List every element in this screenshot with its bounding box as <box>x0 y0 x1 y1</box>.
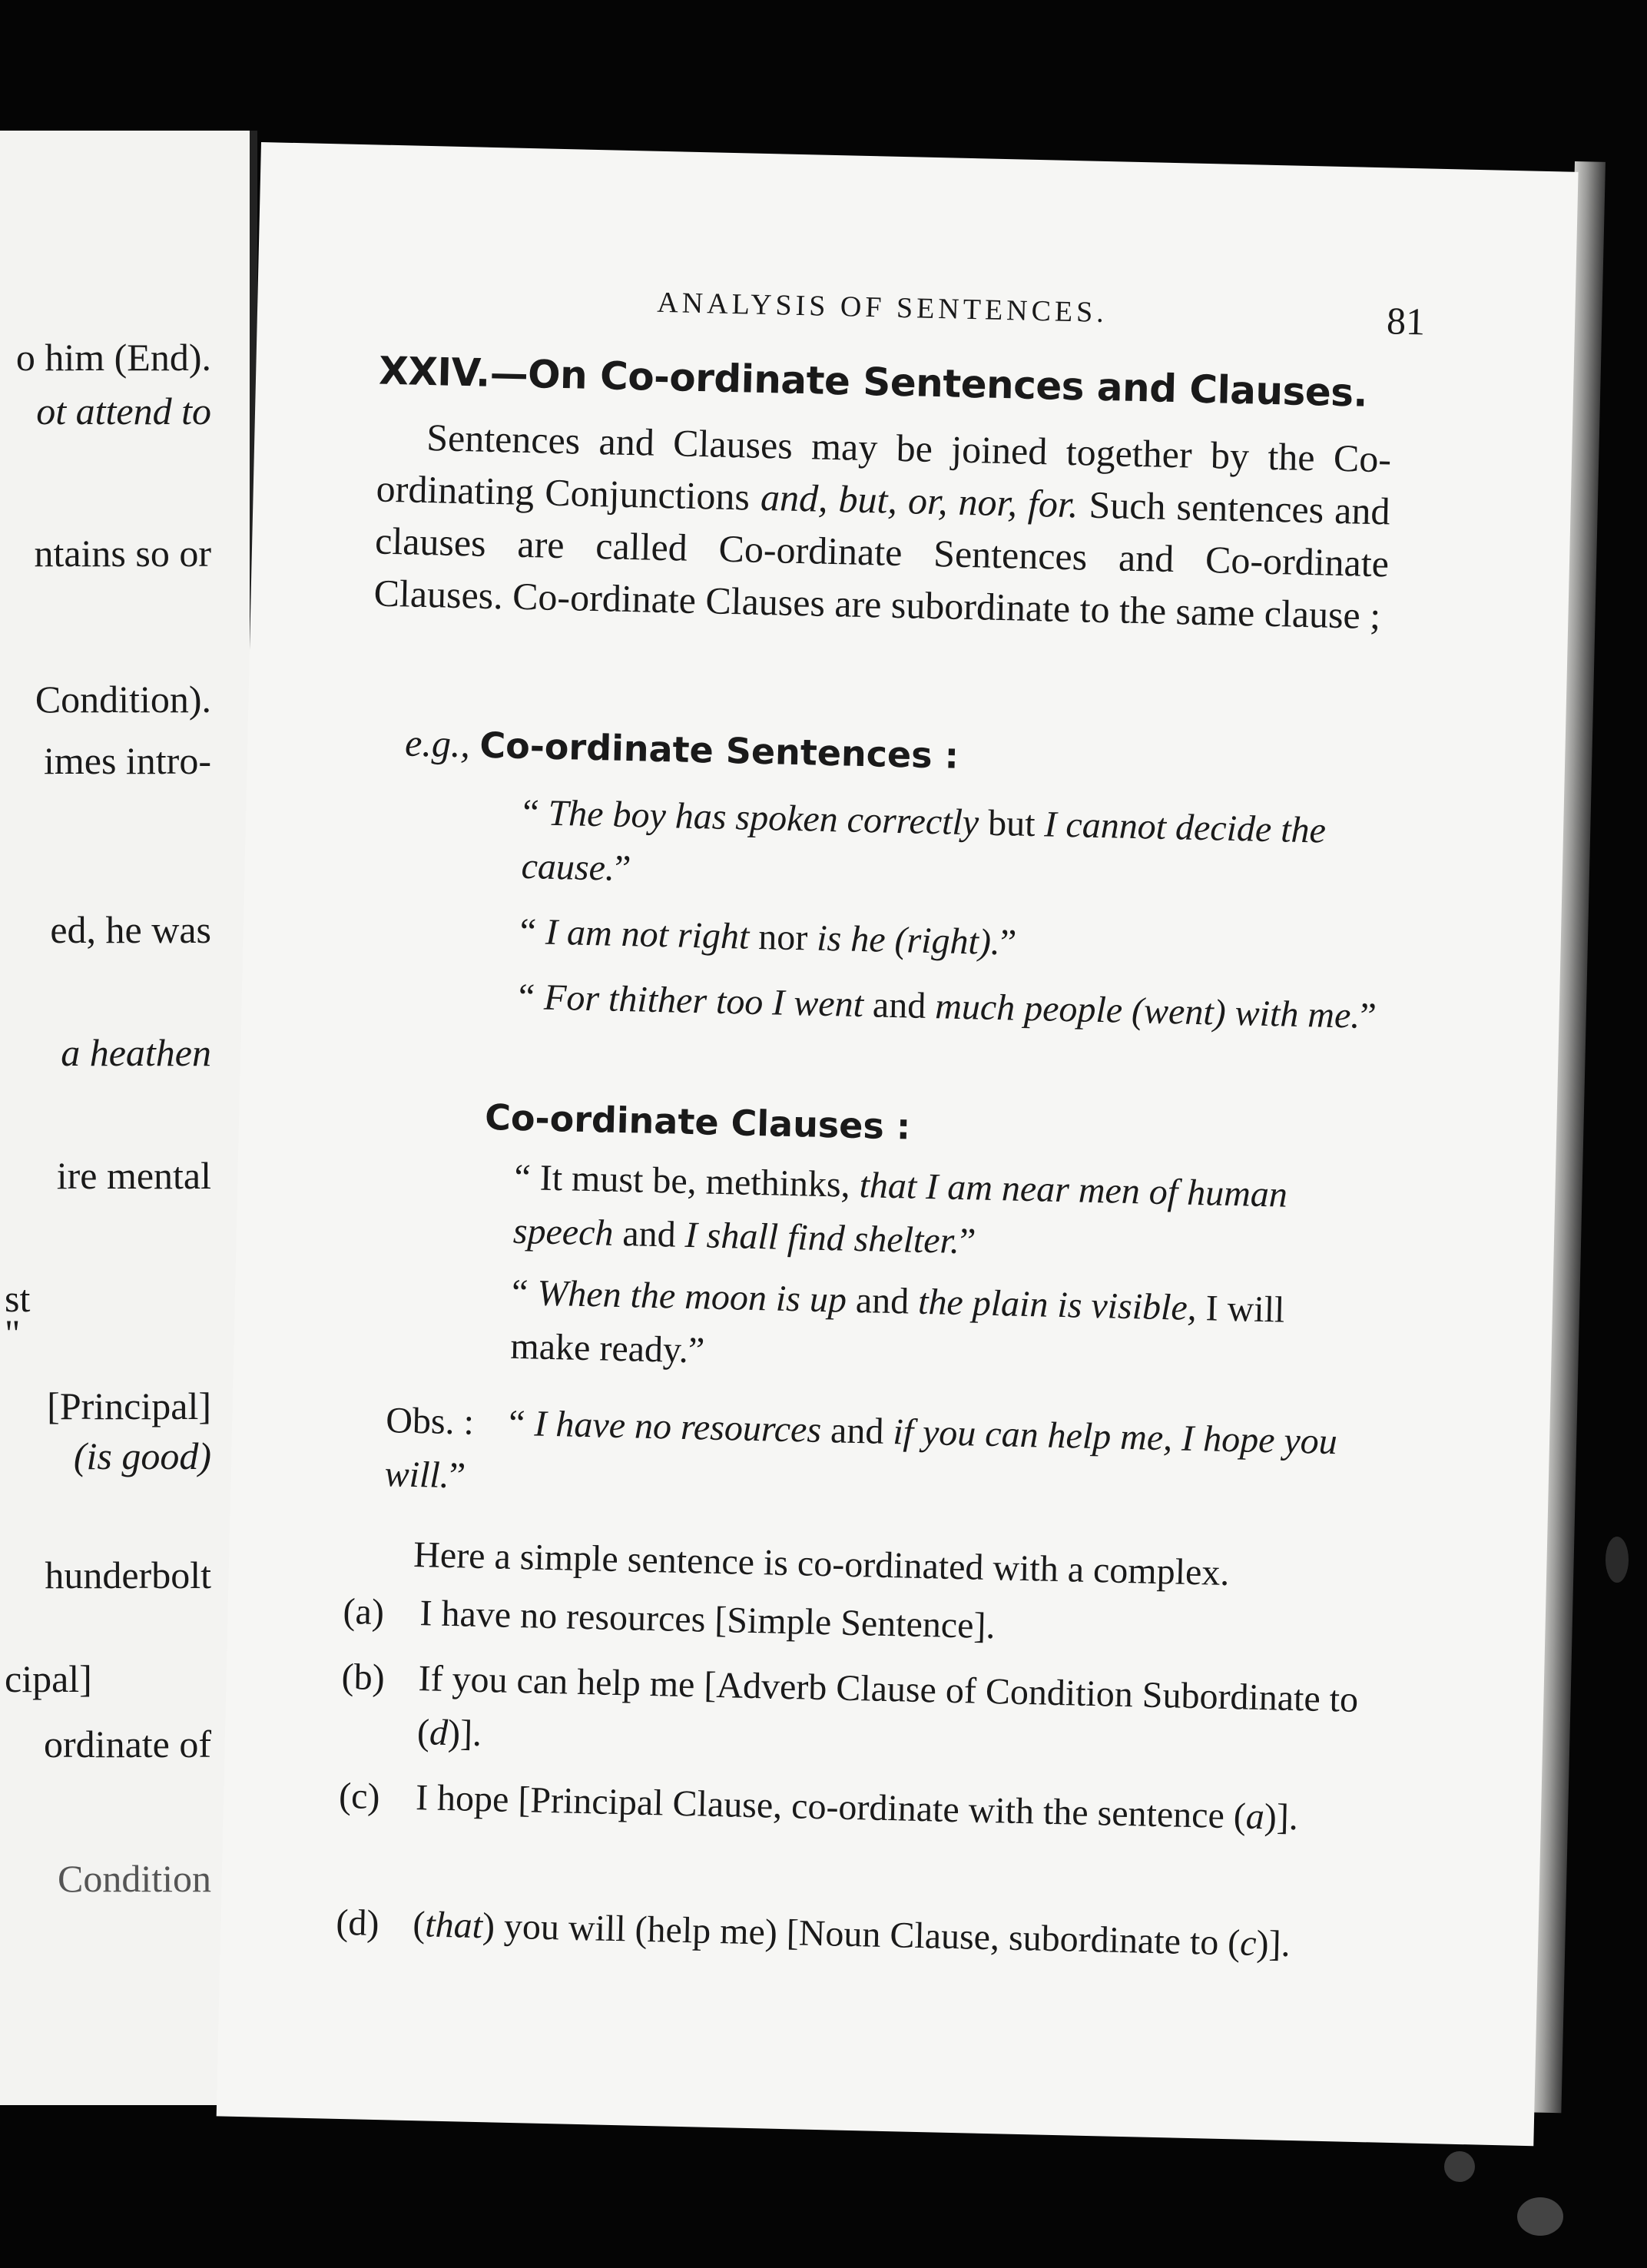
left-page-line: [Principal] <box>47 1384 211 1427</box>
left-page-line: Condition). <box>35 678 211 721</box>
page-number: 81 <box>1386 299 1426 343</box>
item-marker: (b) <box>341 1656 386 1699</box>
scan-artifact <box>1606 1537 1629 1583</box>
clause-b: is he (right). <box>816 917 1001 963</box>
clause-b: much people (went) with me. <box>934 986 1360 1036</box>
item-ref: d <box>429 1712 449 1754</box>
left-page-line: imes intro- <box>43 739 211 782</box>
section-title: XXIV.—On Co-ordinate Sentences and Clauses. <box>378 348 1368 416</box>
left-page-line: " <box>5 1311 21 1354</box>
item-end: )]. <box>447 1713 482 1755</box>
item-body: ) you will (help me) [Noun Clause, subordinate to ( <box>482 1905 1241 1964</box>
clause-a: When the moon is up <box>536 1272 847 1321</box>
conjunction: and <box>863 984 936 1027</box>
conjunction: and <box>612 1212 686 1255</box>
intro-paragraph <box>373 410 1392 642</box>
close-quote: ” <box>614 847 631 890</box>
summary-sentence: Here a simple sentence is co-ordinated with a complex. <box>413 1534 1230 1594</box>
scan-artifact <box>1517 2197 1563 2236</box>
left-page-line: cipal] <box>5 1657 92 1700</box>
left-page-line: Condition <box>57 1857 211 1900</box>
item-end: )]. <box>1255 1923 1291 1965</box>
coordinate-sentences-heading: Co-ordinate Sentences : <box>479 724 959 777</box>
analysis-item <box>336 1896 1358 1973</box>
sentence-example <box>519 905 1380 978</box>
close-quote: ” <box>959 1220 976 1262</box>
clause-a: The boy has spoken correctly <box>547 792 979 844</box>
clause-b: I cannot decide the cause. <box>521 804 1327 889</box>
sentence-example <box>521 786 1384 913</box>
analysis-item <box>338 1769 1360 1846</box>
clause-b: the plain is visible, <box>917 1281 1198 1329</box>
item-marker: (d) <box>335 1902 380 1945</box>
clause-b: if you can help me, I hope you will. <box>384 1411 1338 1496</box>
left-page-line: o him (End). <box>15 336 211 379</box>
scan-artifact <box>1444 2151 1475 2182</box>
left-page-line: a heathen <box>61 1031 211 1074</box>
left-page-line: hunderbolt <box>45 1553 211 1597</box>
intro-text: Such sentences and clauses are called Co-ordinate Sentences and Co-ordinate Clauses. Co-ordinate Clauses are subordinate to the same clause ; <box>373 482 1391 638</box>
coordinate-clauses-heading: Co-ordinate Clauses : <box>484 1096 911 1148</box>
item-marker: (a) <box>343 1590 385 1633</box>
clause-a: I have no resources <box>533 1403 822 1451</box>
open-quote: “ <box>511 1272 539 1314</box>
conjunction: and <box>846 1279 919 1322</box>
item-text <box>419 1587 996 1653</box>
clause-b: I shall find shelter. <box>684 1214 960 1262</box>
item-marker: (c) <box>338 1775 381 1818</box>
running-head: ANALYSIS OF SENTENCES. <box>656 286 1108 330</box>
open-quote: “ <box>519 910 546 953</box>
sentence-example <box>518 970 1379 1043</box>
close-quote: ” <box>1359 995 1377 1037</box>
item-end: )]. <box>1264 1796 1299 1839</box>
obs-label: Obs. : <box>385 1400 475 1443</box>
left-page-line: ed, he was <box>50 908 211 951</box>
conjunction: but <box>978 802 1046 845</box>
clause-example <box>510 1266 1373 1393</box>
item-text <box>416 1652 1364 1781</box>
close-quote: ” <box>999 922 1017 963</box>
item-pre: ( <box>412 1904 426 1945</box>
item-ital: that <box>424 1904 483 1947</box>
open-quote: “ <box>508 1402 535 1444</box>
close-quote: ” <box>449 1455 466 1497</box>
tail-text: I will make ready. <box>509 1288 1285 1371</box>
analysis-item <box>340 1650 1364 1781</box>
clause-example <box>512 1151 1375 1278</box>
clause-a: that I am near men of human speech <box>512 1165 1288 1254</box>
left-page-line: st <box>5 1277 31 1320</box>
clause-a: I am not right <box>545 911 750 957</box>
lead-text: It must be, methinks, <box>539 1157 860 1206</box>
item-ref: c <box>1239 1922 1258 1964</box>
open-quote: “ <box>522 791 549 834</box>
left-page-line: (is good) <box>73 1434 211 1477</box>
conjunction-list: and, but, or, nor, for. <box>760 475 1079 526</box>
left-page-line: ntains so or <box>34 532 211 575</box>
open-quote: “ <box>513 1156 541 1199</box>
book-page <box>217 142 1579 2146</box>
example-heading <box>405 720 959 777</box>
item-ref: a <box>1245 1796 1265 1838</box>
clause-a: For thither too I went <box>543 976 864 1026</box>
observation <box>384 1394 1370 1524</box>
open-quote: “ <box>518 976 545 1018</box>
left-page-line: ordinate of <box>44 1723 211 1766</box>
left-page-line: ire mental <box>56 1154 211 1197</box>
conjunction: and <box>820 1409 894 1453</box>
intro-text: Sentences and Clauses may be joined together by the Co-ordinating Conjunctions <box>376 415 1392 519</box>
left-facing-page <box>0 131 257 2105</box>
item-text <box>415 1771 1298 1845</box>
item-body: I hope [Principal Clause, co-ordinate with the sentence ( <box>415 1777 1247 1837</box>
item-text <box>413 1898 1291 1971</box>
eg-label: e.g., <box>404 721 471 766</box>
close-quote: ” <box>688 1330 705 1371</box>
conjunction: nor <box>748 916 817 959</box>
item-body: If you can help me [Adverb Clause of Condition Subordinate to ( <box>416 1658 1359 1753</box>
item-body: I have no resources [Simple Sentence]. <box>419 1593 996 1647</box>
left-page-line: ot attend to <box>36 390 211 433</box>
